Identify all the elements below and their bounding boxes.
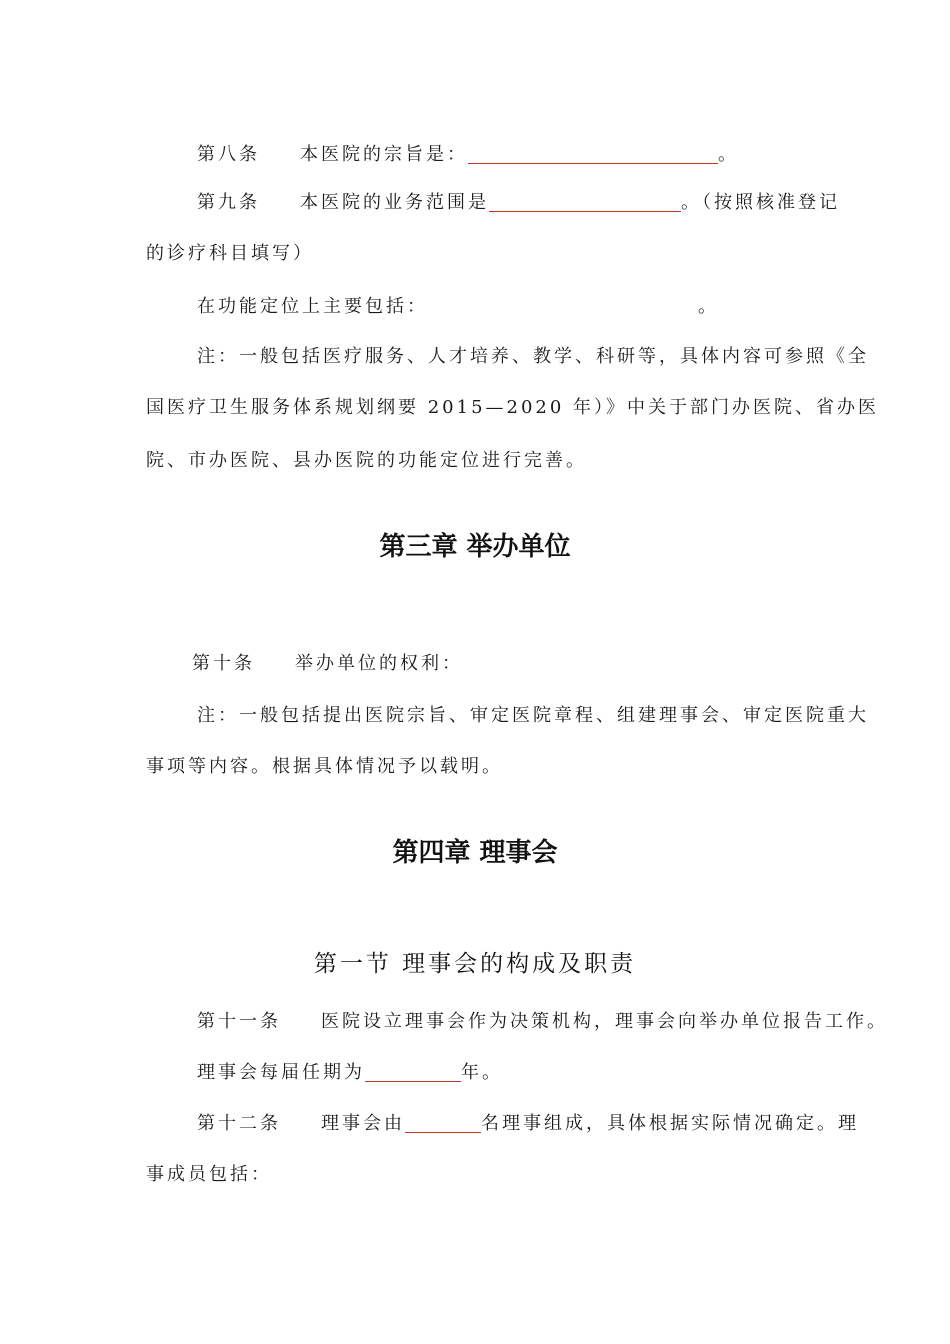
term-line — [197, 1061, 503, 1085]
function-text: 在功能定位上主要包括： — [197, 296, 428, 317]
article-10-text: 举办单位的权利： — [295, 653, 463, 674]
article-11 — [197, 1010, 888, 1034]
note-2-line-1: 注：一般包括提出医院宗旨、审定医院章程、组建理事会、审定医院重大 — [197, 705, 869, 726]
note-2-line-2: 事项等内容。根据具体情况予以载明。 — [146, 756, 503, 777]
function-end: 。 — [698, 296, 719, 317]
term-text: 理事会每届任期为 — [197, 1062, 365, 1083]
note-1-line-1: 注：一般包括医疗服务、人才培养、教学、科研等，具体内容可参照《全 — [197, 346, 869, 367]
article-12 — [197, 1112, 859, 1136]
article-9-end: 。（按照核准登记 — [681, 192, 840, 213]
article-10 — [192, 652, 463, 676]
term-blank[interactable] — [365, 1061, 461, 1082]
article-9-text: 本医院的业务范围是 — [300, 192, 489, 213]
term-end: 年。 — [461, 1062, 503, 1083]
article-11-label: 第十一条 — [197, 1011, 281, 1032]
article-12-continued: 事成员包括： — [146, 1164, 272, 1185]
chapter-4-title: 第四章 理事会 — [392, 838, 558, 868]
article-12-text: 理事会由 — [321, 1113, 405, 1134]
article-8-end: 。 — [718, 144, 739, 165]
article-8 — [197, 143, 739, 167]
note-1-line-2: 国医疗卫生服务体系规划纲要 2015—2020 年）》中关于部门办医院、省办医 — [146, 397, 880, 418]
article-9 — [197, 191, 840, 215]
members-blank[interactable] — [405, 1112, 481, 1133]
article-8-text: 本医院的宗旨是： — [300, 144, 468, 165]
article-12-label: 第十二条 — [197, 1113, 281, 1134]
note-1-line-3: 院、市办医院、县办医院的功能定位进行完善。 — [146, 450, 587, 471]
scope-blank[interactable] — [489, 191, 681, 212]
aim-blank[interactable] — [468, 143, 718, 164]
article-10-label: 第十条 — [192, 653, 255, 674]
function-positioning — [197, 295, 719, 319]
chapter-3-title: 第三章 举办单位 — [379, 532, 571, 562]
article-9-continued: 的诊疗科目填写） — [146, 243, 314, 264]
article-9-label: 第九条 — [197, 192, 260, 213]
article-11-text: 医院设立理事会作为决策机构，理事会向举办单位报告工作。 — [321, 1011, 888, 1032]
article-12-end: 名理事组成，具体根据实际情况确定。理 — [481, 1113, 859, 1134]
section-1-title: 第一节 理事会的构成及职责 — [313, 951, 637, 977]
article-8-label: 第八条 — [197, 144, 260, 165]
